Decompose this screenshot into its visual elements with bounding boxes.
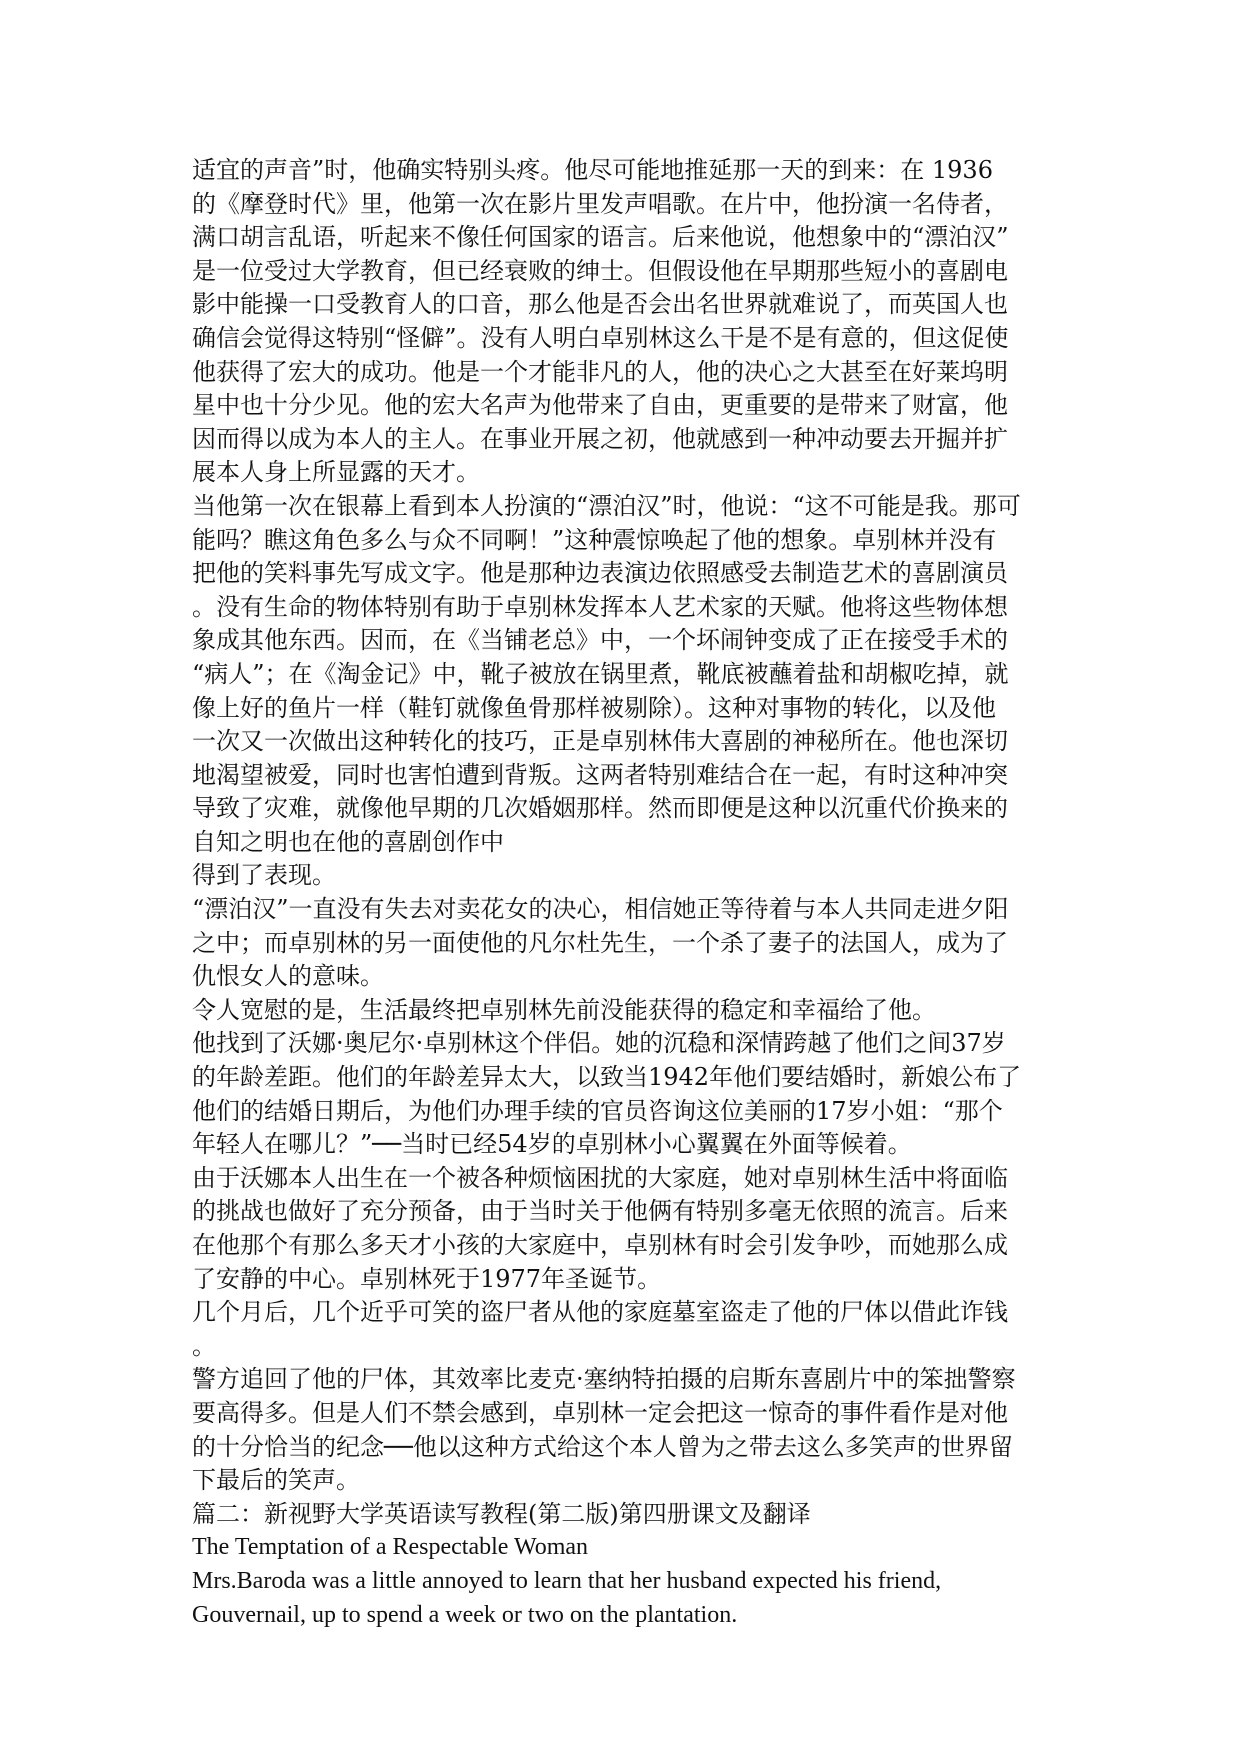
text-line: 由于沃娜本人出生在一个被各种烦恼困扰的大家庭，她对卓别林生活中将面临 xyxy=(192,1163,1008,1192)
text-line: “漂泊汉”一直没有失去对卖花女的决心，相信她正等待着与本人共同走进夕阳 xyxy=(192,895,1009,924)
text-line: 是一位受过大学教育，但已经衰败的绅士。但假设他在早期那些短小的喜剧电 xyxy=(192,256,1008,285)
article-title: The Temptation of a Respectable Woman xyxy=(192,1534,589,1561)
text-line: 了安静的中心。卓别林死于1977年圣诞节。 xyxy=(192,1264,662,1293)
text-line: 要高得多。但是人们不禁会感到，卓别林一定会把这一惊奇的事件看作是对他 xyxy=(192,1398,1008,1427)
text-line: 警方追回了他的尸体，其效率比麦克·塞纳特拍摄的启斯东喜剧片中的笨拙警察 xyxy=(192,1365,1016,1394)
text-line: 像上好的鱼片一样（鞋钉就像鱼骨那样被剔除）。这种对事物的转化，以及他 xyxy=(192,693,996,722)
text-line: 在他那个有那么多天才小孩的大家庭中，卓别林有时会引发争吵，而她那么成 xyxy=(192,1231,1008,1259)
text-line: 因而得以成为本人的主人。在事业开展之初，他就感到一种冲动要去开掘并扩 xyxy=(192,424,1008,453)
text-line: 他们的结婚日期后，为他们办理手续的官员咨询这位美丽的17岁小姐：“那个 xyxy=(192,1096,1003,1125)
text-line: 的十分恰当的纪念──他以这种方式给这个本人曾为之带去这么多笑声的世界留 xyxy=(192,1432,1013,1461)
text-line: 确信会觉得这特别“怪僻”。没有人明白卓别林这么干是不是有意的，但这促使 xyxy=(192,323,1009,352)
text-line: 满口胡言乱语，听起来不像任何国家的语言。后来他说，他想象中的“漂泊汉” xyxy=(192,223,1009,252)
text-line: 几个月后，几个近乎可笑的盗尸者从他的家庭墓室盗走了他的尸体以借此诈钱 xyxy=(192,1298,1008,1327)
text-line: 年轻人在哪儿？”──当时已经54岁的卓别林小心翼翼在外面等候着。 xyxy=(192,1130,912,1159)
text-line: 仇恨女人的意味。 xyxy=(192,962,384,991)
text-line: 导致了灾难，就像他早期的几次婚姻那样。然而即便是这种以沉重代价换来的 xyxy=(192,794,1008,823)
text-line: 他找到了沃娜·奥尼尔·卓别林这个伴侣。她的沉稳和深情跨越了他们之间37岁 xyxy=(192,1029,1006,1058)
text-line: Mrs.Baroda was a little annoyed to learn that her husband expected his friend, xyxy=(192,1567,942,1594)
text-line: 影中能操一口受教育人的口音，那么他是否会出名世界就难说了，而英国人也 xyxy=(192,290,1008,319)
section-heading: 篇二：新视野大学英语读写教程(第二版)第四册课文及翻译 xyxy=(192,1499,811,1528)
text-line: 适宜的声音”时，他确实特别头疼。他尽可能地推延那一天的到来：在 1936 xyxy=(192,156,993,184)
text-line: 展本人身上所显露的天才。 xyxy=(192,458,480,487)
text-line: 的年龄差距。他们的年龄差异太大，以致当1942年他们要结婚时，新娘公布了 xyxy=(192,1063,1022,1092)
text-line: “病人”；在《淘金记》中，靴子被放在锅里煮，靴底被蘸着盐和胡椒吃掉，就 xyxy=(192,659,1009,688)
text-line: 。没有生命的物体特别有助于卓别林发挥本人艺术家的天赋。他将这些物体想 xyxy=(192,592,1008,621)
text-line: 之中；而卓别林的另一面使他的凡尔杜先生，一个杀了妻子的法国人，成为了 xyxy=(192,928,1008,957)
text-line: 他获得了宏大的成功。他是一个才能非凡的人，他的决心之大甚至在好莱坞明 xyxy=(192,357,1008,386)
text-line: 。 xyxy=(192,1331,216,1360)
text-line: 令人宽慰的是，生活最终把卓别林先前没能获得的稳定和幸福给了他。 xyxy=(192,995,936,1024)
text-line: Gouvernail, up to spend a week or two on the plantation. xyxy=(192,1601,738,1628)
text-line: 星中也十分少见。他的宏大名声为他带来了自由，更重要的是带来了财富，他 xyxy=(192,391,1008,420)
text-line: 把他的笑料事先写成文字。他是那种边表演边依照感受去制造艺术的喜剧演员 xyxy=(192,559,1008,588)
text-line: 的《摩登时代》里，他第一次在影片里发声唱歌。在片中，他扮演一名侍者， xyxy=(192,189,1008,218)
text-line: 当他第一次在银幕上看到本人扮演的“漂泊汉”时，他说：“这不可能是我。那可 xyxy=(192,491,1021,520)
text-line: 自知之明也在他的喜剧创作中 xyxy=(192,827,504,856)
text-line: 一次又一次做出这种转化的技巧，正是卓别林伟大喜剧的神秘所在。他也深切 xyxy=(192,727,1008,756)
text-line: 地渴望被爱，同时也害怕遭到背叛。这两者特别难结合在一起，有时这种冲突 xyxy=(192,760,1008,789)
text-line: 得到了表现。 xyxy=(192,861,336,890)
text-line: 能吗？瞧这角色多么与众不同啊！”这种震惊唤起了他的想象。卓别林并没有 xyxy=(192,525,997,554)
text-line: 下最后的笑声。 xyxy=(192,1466,360,1495)
text-line: 的挑战也做好了充分预备，由于当时关于他俩有特别多毫无依照的流言。后来 xyxy=(192,1197,1008,1226)
text-line: 象成其他东西。因而，在《当铺老总》中，一个坏闹钟变成了正在接受手术的 xyxy=(192,626,1008,655)
document-page xyxy=(192,154,1052,1632)
